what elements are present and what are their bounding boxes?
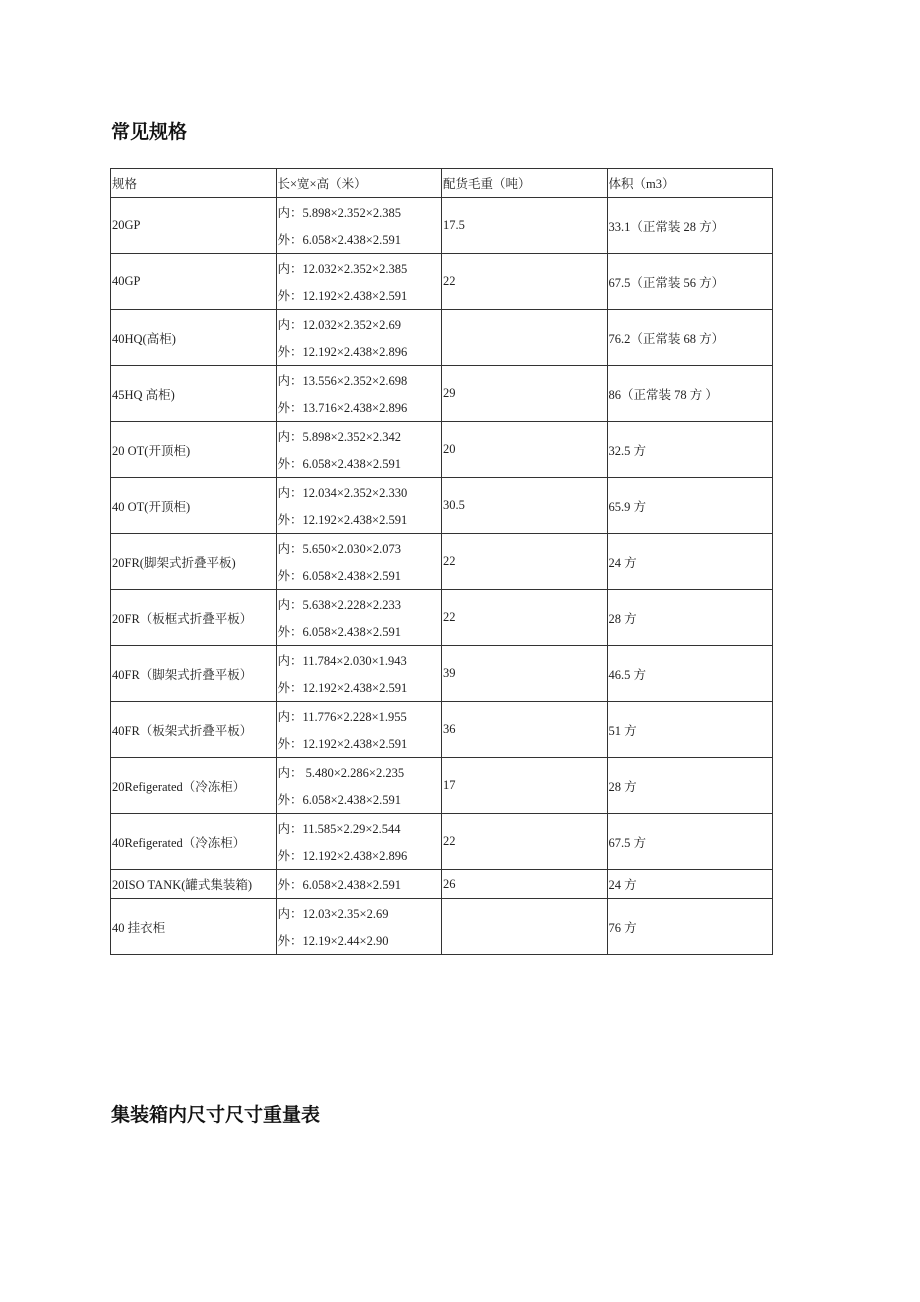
- table-row: [111, 478, 773, 534]
- cell-weight: 17.5: [442, 198, 608, 254]
- cell-spec: 45HQ 高柜): [111, 366, 277, 422]
- cell-weight: 26: [442, 870, 608, 899]
- outer-dimensions: 外：12.19×2.44×2.90: [277, 933, 389, 948]
- cell-dimensions: [276, 534, 442, 590]
- header-dimensions: 长×宽×高（米）: [276, 169, 442, 198]
- cell-volume: 32.5 方: [607, 422, 773, 478]
- cell-spec: 40GP: [111, 254, 277, 310]
- inner-dimensions: 内：5.650×2.030×2.073: [277, 541, 401, 556]
- outer-dimensions: 外：12.192×2.438×2.591: [277, 512, 408, 527]
- table-row: [111, 254, 773, 310]
- table-row: [111, 534, 773, 590]
- cell-volume: 28 方: [607, 758, 773, 814]
- cell-spec: 40FR（板架式折叠平板）: [111, 702, 277, 758]
- cell-weight: 20: [442, 422, 608, 478]
- cell-weight: [442, 899, 608, 955]
- cell-volume: 86（正常装 78 方 ）: [607, 366, 773, 422]
- inner-dimensions: 内：11.585×2.29×2.544: [277, 821, 401, 836]
- outer-dimensions: 外：6.058×2.438×2.591: [277, 232, 401, 247]
- table-row: [111, 870, 773, 899]
- outer-dimensions: 外：6.058×2.438×2.591: [277, 792, 401, 807]
- inner-dimensions: 内： 5.480×2.286×2.235: [277, 765, 405, 780]
- outer-dimensions: 外：12.192×2.438×2.591: [277, 680, 408, 695]
- inner-dimensions: 内：5.898×2.352×2.342: [277, 429, 401, 444]
- table-row: [111, 702, 773, 758]
- outer-dimensions: 外：12.192×2.438×2.591: [277, 288, 408, 303]
- cell-volume: 67.5 方: [607, 814, 773, 870]
- cell-volume: 65.9 方: [607, 478, 773, 534]
- outer-dimensions: 外：13.716×2.438×2.896: [277, 400, 408, 415]
- cell-dimensions: [276, 646, 442, 702]
- inner-dimensions: 内：12.032×2.352×2.385: [277, 261, 408, 276]
- cell-volume: 33.1（正常装 28 方）: [607, 198, 773, 254]
- cell-weight: 29: [442, 366, 608, 422]
- header-spec: 规格: [111, 169, 277, 198]
- cell-volume: 76 方: [607, 899, 773, 955]
- cell-spec: 20 OT(开顶柜): [111, 422, 277, 478]
- cell-weight: 36: [442, 702, 608, 758]
- outer-dimensions: 外：12.192×2.438×2.896: [277, 848, 408, 863]
- outer-dimensions: 外：12.192×2.438×2.591: [277, 736, 408, 751]
- cell-weight: 22: [442, 254, 608, 310]
- outer-dimensions: 外：12.192×2.438×2.896: [277, 344, 408, 359]
- outer-dimensions: 外：6.058×2.438×2.591: [277, 568, 401, 583]
- table-row: [111, 899, 773, 955]
- cell-weight: 22: [442, 814, 608, 870]
- cell-weight: 22: [442, 590, 608, 646]
- inner-dimensions: 内：5.638×2.228×2.233: [277, 597, 401, 612]
- cell-volume: 24 方: [607, 534, 773, 590]
- cell-spec: 20ISO TANK(罐式集装箱): [111, 870, 277, 899]
- table-row: [111, 366, 773, 422]
- table-row: [111, 758, 773, 814]
- header-weight: 配货毛重（吨）: [442, 169, 608, 198]
- cell-spec: 40FR（脚架式折叠平板）: [111, 646, 277, 702]
- cell-volume: 28 方: [607, 590, 773, 646]
- cell-weight: 17: [442, 758, 608, 814]
- cell-weight: 39: [442, 646, 608, 702]
- cell-volume: 24 方: [607, 870, 773, 899]
- cell-dimensions: [276, 366, 442, 422]
- cell-spec: 40Refigerated（冷冻柜）: [111, 814, 277, 870]
- outer-dimensions: 外：6.058×2.438×2.591: [277, 624, 401, 639]
- cell-spec: 40 挂衣柜: [111, 899, 277, 955]
- cell-spec: 40HQ(高柜): [111, 310, 277, 366]
- cell-dimensions: [276, 310, 442, 366]
- cell-spec: 20GP: [111, 198, 277, 254]
- cell-dimensions: [276, 198, 442, 254]
- cell-dimensions: [276, 254, 442, 310]
- cell-dimensions: [276, 702, 442, 758]
- cell-dimensions: [276, 758, 442, 814]
- cell-dimensions: [276, 478, 442, 534]
- cell-volume: 76.2（正常装 68 方）: [607, 310, 773, 366]
- table-row: [111, 646, 773, 702]
- inner-dimensions: 内：11.784×2.030×1.943: [277, 653, 407, 668]
- cell-weight: 30.5: [442, 478, 608, 534]
- inner-dimensions: 内：12.03×2.35×2.69: [277, 906, 389, 921]
- cell-spec: 20FR(脚架式折叠平板): [111, 534, 277, 590]
- cell-spec: 20FR（板框式折叠平板）: [111, 590, 277, 646]
- inner-dimensions: 内：12.032×2.352×2.69: [277, 317, 401, 332]
- container-spec-table: [110, 168, 773, 955]
- table-row: [111, 422, 773, 478]
- cell-dimensions: [276, 899, 442, 955]
- table-row: [111, 590, 773, 646]
- cell-volume: 46.5 方: [607, 646, 773, 702]
- section-title-common-specs: 常见规格: [111, 122, 188, 143]
- inner-dimensions: 内：11.776×2.228×1.955: [277, 709, 407, 724]
- cell-spec: 20Refigerated（冷冻柜）: [111, 758, 277, 814]
- cell-spec: 40 OT(开顶柜): [111, 478, 277, 534]
- cell-volume: 51 方: [607, 702, 773, 758]
- cell-volume: 67.5（正常装 56 方）: [607, 254, 773, 310]
- cell-dimensions: 外：6.058×2.438×2.591: [276, 870, 442, 899]
- table-row: [111, 198, 773, 254]
- inner-dimensions: 内：12.034×2.352×2.330: [277, 485, 408, 500]
- cell-dimensions: [276, 422, 442, 478]
- inner-dimensions: 内：13.556×2.352×2.698: [277, 373, 408, 388]
- table-header-row: [111, 169, 773, 198]
- cell-dimensions: [276, 814, 442, 870]
- cell-weight: 22: [442, 534, 608, 590]
- header-volume: 体积（m3）: [607, 169, 773, 198]
- table-row: [111, 814, 773, 870]
- cell-dimensions: [276, 590, 442, 646]
- section-title-dimension-weight-table: 集装箱内尺寸尺寸重量表: [111, 1105, 321, 1126]
- inner-dimensions: 内：5.898×2.352×2.385: [277, 205, 401, 220]
- cell-weight: [442, 310, 608, 366]
- outer-dimensions: 外：6.058×2.438×2.591: [277, 456, 401, 471]
- table-row: [111, 310, 773, 366]
